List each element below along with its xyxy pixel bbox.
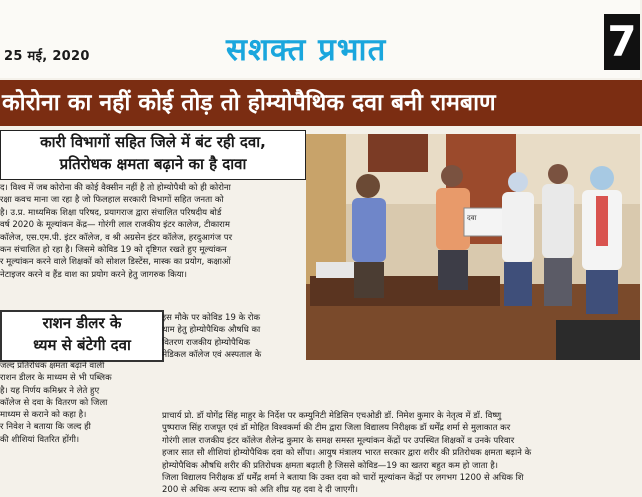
article-line: राशन डीलर के माध्यम से भी पब्लिक bbox=[0, 373, 112, 384]
article-line: प्राचार्य प्रो. डॉ योगेंद्र सिंह माहुर के निर्देश पर कम्युनिटी मेडिसिन एचओडी डॉ. निमेश कुमार के नेतृत्व में डॉ. विष्णु bbox=[162, 411, 502, 421]
article-line: इस मौके पर कोविड 19 के रोक bbox=[162, 313, 261, 323]
article-line: माध्यम से कराने को कहा है। bbox=[0, 410, 87, 421]
article-line: होम्योपैथिक औषधि शरीर की प्रतिरोधक क्षमता बढ़ाती है जिससे कोविड—19 का खतरा बहुत कम हो जाता है। bbox=[162, 460, 499, 471]
newspaper-top-band bbox=[0, 0, 640, 78]
lead-article bbox=[0, 182, 306, 308]
middle-column-article bbox=[162, 312, 310, 408]
article-line: है। यह निर्णय कमिश्नर ने लेते हुए bbox=[0, 385, 100, 396]
article-line: मेडिकल कॉलेज एवं अस्पताल के bbox=[162, 350, 262, 361]
article-line: जिला विद्यालय निरीक्षक डॉ धर्मेंद्र शर्मा ने बताया कि उक्त दवा को चारों मूल्यांकन केंद्रों पर लगभग 1200 से अधिक शि bbox=[162, 473, 524, 484]
news-photo bbox=[306, 134, 640, 360]
article-line: वर्ष 2020 के मूल्यांकन केंद्र— गोरंगी लाल राजकीय इंटर कालेज, टीकाराम bbox=[0, 220, 230, 231]
article-line: रक्षा कवच माना जा रहा है जो फिलहाल सरकारी विभागों सहित जनता को bbox=[0, 195, 224, 206]
article-line: 200 से अधिक अन्य स्टाफ को अति शीघ्र यह दवा दे दी जाएगी। bbox=[162, 485, 358, 496]
article-line: हजार सात सौ शीशियां होम्योपैथिक दवा को सौंपा। आयुष मंत्रालय भारत सरकार द्वारा शरीर की प्रतिरोधक क्षमता बढ़ाने के bbox=[162, 448, 532, 459]
bottom-article bbox=[162, 410, 640, 496]
article-line: की शीशियां वितरित होंगी। bbox=[0, 434, 80, 445]
person-doctor-2 bbox=[542, 164, 574, 306]
article-line: र निवेश ने बताया कि जल्द ही bbox=[0, 422, 91, 433]
article-line: पुष्पराज सिंह राजपूत एवं डॉ मोहित विश्वकर्मा की टीम द्वारा जिला विद्यालय निरीक्षक डॉ धर्मेंद्र शर्मा से मुलाकात कर bbox=[162, 423, 511, 434]
article-line: गोरंगी लाल राजकीय इंटर कॉलेज शैलेन्द्र कुमार के समक्ष समस्त मूल्यांकन केंद्रों पर उपस्थित शिक्षकों व उनके परिवार bbox=[162, 435, 515, 446]
side-box-line: राशन डीलर के bbox=[42, 314, 122, 332]
article-line: नेटाइजर करने व हैंड वाश का प्रयोग करने हेतु जागरुक किया। bbox=[0, 269, 187, 280]
article-line: कॉलेज से दवा के वितरण को जिला bbox=[0, 397, 108, 408]
article-line: थाम हेतु होम्योपैथिक औषधि का bbox=[162, 325, 261, 336]
subheadline-box bbox=[0, 130, 306, 180]
masthead: सशक्त प्रभात bbox=[226, 32, 387, 68]
subheadline-line: प्रतिरोधक क्षमता बढ़ाने का है दावा bbox=[59, 155, 247, 173]
article-line: कन संचालित हो रहा है। जिसमे कोविड 19 को दृष्टिगत रखते हुए मूल्यांकन bbox=[0, 245, 227, 256]
left-column-article bbox=[0, 360, 160, 480]
headline: कोरोना का नहीं कोई तोड़ तो होम्योपैथिक दवा बनी रामबाण bbox=[0, 80, 642, 126]
subheadline-line: कारी विभागों सहित जिले में बंट रही दवा, bbox=[40, 133, 266, 151]
photo-illustration bbox=[306, 134, 640, 360]
page-number: 7 bbox=[604, 14, 640, 70]
article-line: है। उ.प्र. माध्यमिक शिक्षा परिषद, प्रयागराज द्वारा संचालित परिषदीय बोर्ड bbox=[0, 207, 222, 218]
article-line: र मूल्यांकन करने वाले शिक्षकों को सोशल डिस्टेंस, मास्क का प्रयोग, कक्षाओं bbox=[0, 257, 231, 268]
article-line: जल्द प्रतिरोधक क्षमता बढ़ाने वाली bbox=[0, 361, 105, 371]
medicine-box bbox=[464, 208, 508, 236]
side-box-line: ध्यम से बंटेगी दवा bbox=[33, 336, 131, 354]
article-line: कॉलेज, एस.एम.पी. इंटर कॉलेज, व श्री अग्रसेन इंटर कॉलेज, हरदुआगंज पर bbox=[0, 232, 233, 243]
article-line: वितरण राजकीय होम्योपैथिक bbox=[162, 337, 251, 348]
side-box-title bbox=[0, 310, 164, 362]
svg-text:दवा: दवा bbox=[467, 214, 477, 222]
article-line: द। विश्व में जब कोरोना की कोई वैक्सीन नहीं है तो होम्योपैथी को ही कोरोना bbox=[0, 183, 231, 193]
issue-date: 25 मई, 2020 bbox=[4, 49, 90, 64]
